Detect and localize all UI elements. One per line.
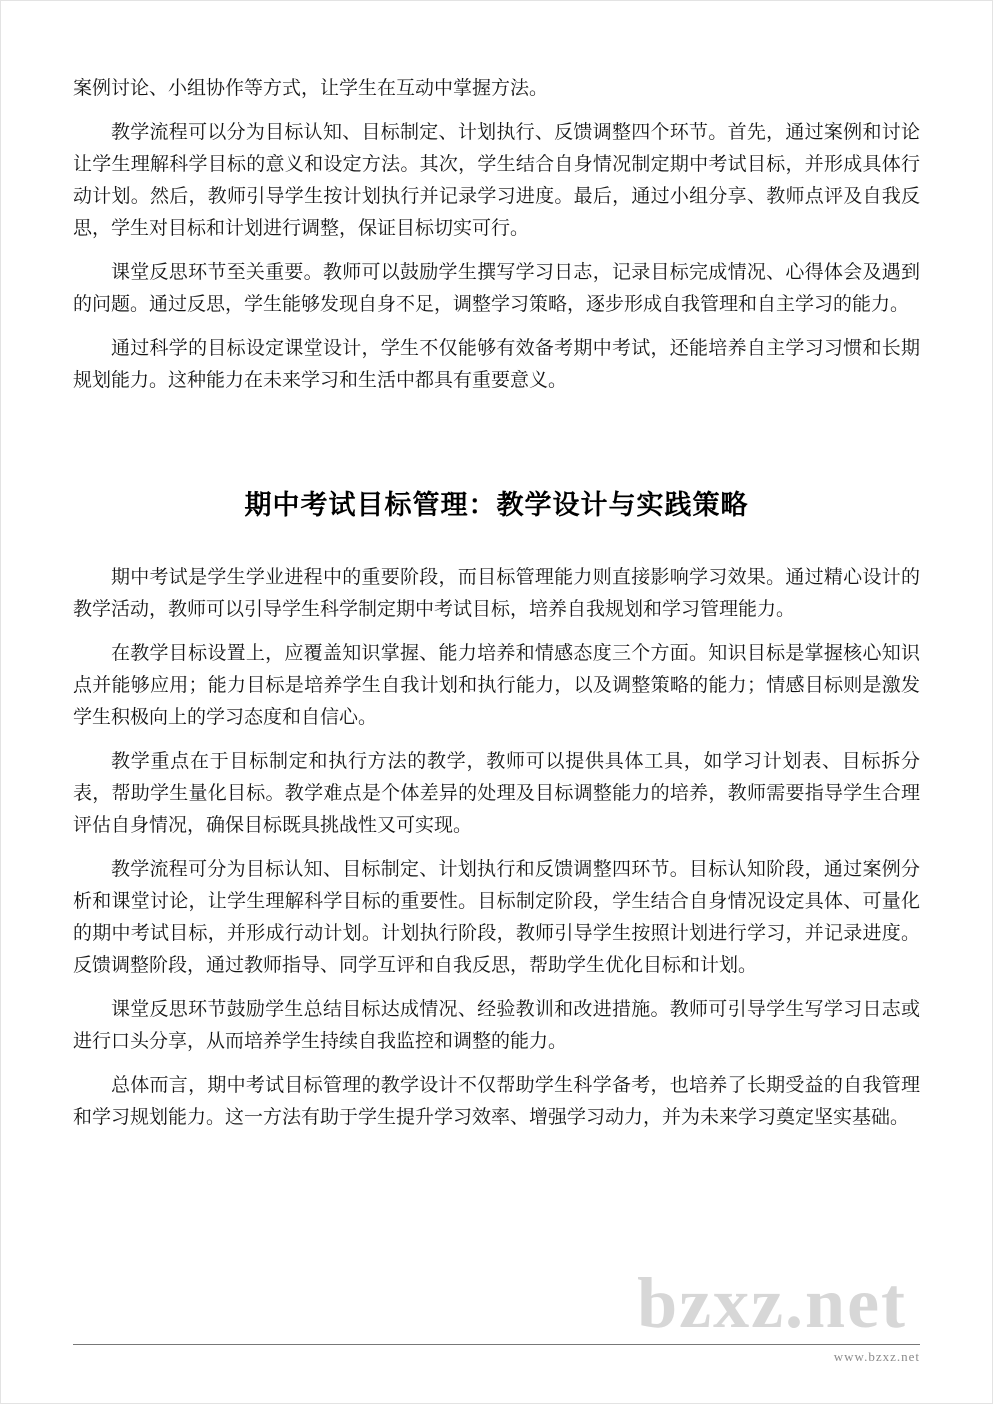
paragraph: 总体而言，期中考试目标管理的教学设计不仅帮助学生科学备考，也培养了长期受益的自我管理和学习规划能力。这一方法有助于学生提升学习效率、增强学习动力，并为未来学习奠定坚实基础。 — [73, 1075, 920, 1128]
document-content — [73, 73, 920, 1146]
paragraph: 案例讨论、小组协作等方式，让学生在互动中掌握方法。 — [73, 78, 549, 99]
paragraph: 教学流程可分为目标认知、目标制定、计划执行和反馈调整四环节。目标认知阶段，通过案例分析和课堂讨论，让学生理解科学目标的重要性。目标制定阶段，学生结合自身情况设定具体、可量化的期中考试目标，并形成行动计划。计划执行阶段，教师引导学生按照计划进行学习，并记录进度。反馈调整阶段，通过教师指导、同学互评和自我反思，帮助学生优化目标和计划。 — [73, 859, 920, 976]
paragraph: 教学重点在于目标制定和执行方法的教学，教师可以提供具体工具，如学习计划表、目标拆分表，帮助学生量化目标。教学难点是个体差异的处理及目标调整能力的培养，教师需要指导学生合理评估自身情况，确保目标既具挑战性又可实现。 — [73, 751, 920, 836]
paragraph: 课堂反思环节至关重要。教师可以鼓励学生撰写学习日志，记录目标完成情况、心得体会及遇到的问题。通过反思，学生能够发现自身不足，调整学习策略，逐步形成自我管理和自主学习的能力。 — [73, 262, 920, 315]
paragraph: 期中考试是学生学业进程中的重要阶段，而目标管理能力则直接影响学习效果。通过精心设计的教学活动，教师可以引导学生科学制定期中考试目标，培养自我规划和学习管理能力。 — [73, 567, 920, 620]
paragraph: 通过科学的目标设定课堂设计，学生不仅能够有效备考期中考试，还能培养自主学习习惯和长期规划能力。这种能力在未来学习和生活中都具有重要意义。 — [73, 338, 920, 391]
page-footer — [73, 1344, 920, 1365]
document-title: 期中考试目标管理：教学设计与实践策略 — [244, 490, 749, 520]
footer-url: www.bzxz.net — [833, 1349, 920, 1364]
paragraph: 课堂反思环节鼓励学生总结目标达成情况、经验教训和改进措施。教师可引导学生写学习日志或进行口头分享，从而培养学生持续自我监控和调整的能力。 — [73, 999, 920, 1052]
paragraph: 教学流程可以分为目标认知、目标制定、计划执行、反馈调整四个环节。首先，通过案例和讨论让学生理解科学目标的意义和设定方法。其次，学生结合自身情况制定期中考试目标，并形成具体行动计划。然后，教师引导学生按计划执行并记录学习进度。最后，通过小组分享、教师点评及自我反思，学生对目标和计划进行调整，保证目标切实可行。 — [73, 122, 920, 239]
watermark: bzxz.net — [637, 1263, 907, 1343]
paragraph: 在教学目标设置上，应覆盖知识掌握、能力培养和情感态度三个方面。知识目标是掌握核心知识点并能够应用；能力目标是培养学生自我计划和执行能力，以及调整策略的能力；情感目标则是激发学生积极向上的学习态度和自信心。 — [73, 643, 920, 728]
